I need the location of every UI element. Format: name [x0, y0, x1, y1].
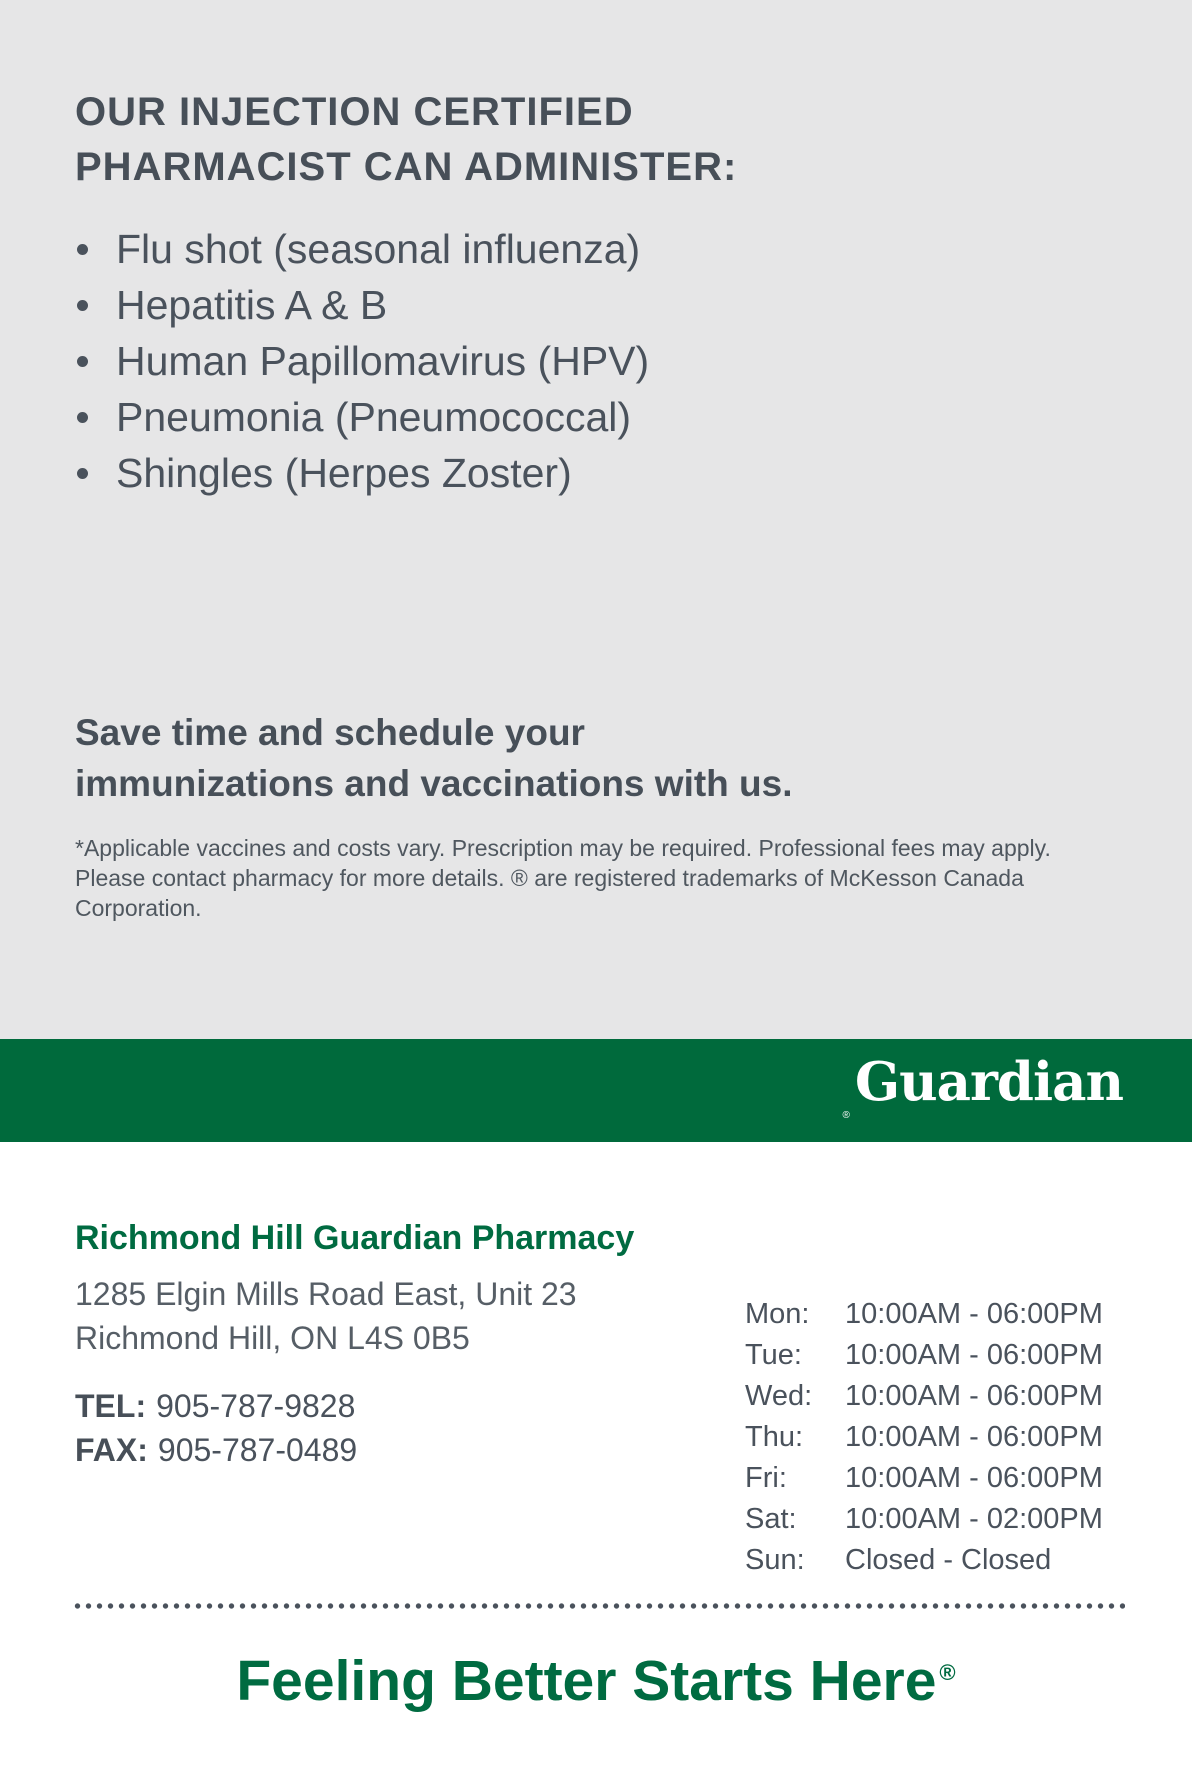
vaccine-name: Flu shot (seasonal influenza) — [116, 226, 641, 272]
hours-row-fri — [745, 1458, 1103, 1499]
guardian-logo — [842, 1051, 1123, 1121]
hours-day: Sat: — [745, 1503, 797, 1535]
dotted-divider — [72, 1602, 1125, 1610]
brand-slogan — [0, 1642, 1192, 1712]
disclaimer-line1: *Applicable vaccines and costs vary. Prescription may be required. Professional fees may apply. — [75, 835, 1051, 861]
hours-day: Thu: — [745, 1421, 804, 1453]
fax-number: 905-787-0489 — [157, 1432, 358, 1468]
bullet-icon — [77, 468, 88, 479]
brand-band — [0, 1039, 1192, 1142]
pharmacy-name: Richmond Hill Guardian Pharmacy — [75, 1219, 635, 1257]
schedule-tagline-line2: immunizations and vaccinations with us. — [75, 763, 793, 804]
vaccine-name: Human Papillomavirus (HPV) — [116, 338, 650, 384]
hours-time: 10:00AM - 06:00PM — [845, 1421, 1103, 1453]
bullet-icon — [77, 356, 88, 367]
address-line1: 1285 Elgin Mills Road East, Unit 23 — [75, 1276, 577, 1312]
list-item — [75, 333, 1122, 389]
hours-row-wed — [745, 1376, 1103, 1417]
disclaimer-line2: Please contact pharmacy for more details. ® are registered trademarks of McKesson Canada Corporation. — [75, 865, 1024, 921]
hours-day: Mon: — [745, 1298, 810, 1330]
services-heading — [75, 85, 1122, 195]
hours-day: Sun: — [745, 1544, 805, 1576]
hours-row-mon — [745, 1294, 1103, 1335]
tel-row — [75, 1384, 695, 1428]
disclaimer-text — [75, 833, 1122, 923]
vaccine-name: Shingles (Herpes Zoster) — [116, 450, 572, 496]
bullet-icon — [77, 244, 88, 255]
hours-time: 10:00AM - 06:00PM — [845, 1380, 1103, 1412]
bullet-icon — [77, 300, 88, 311]
hours-row-thu — [745, 1417, 1103, 1458]
vaccine-name: Pneumonia (Pneumococcal) — [116, 394, 632, 440]
hours-time: Closed - Closed — [845, 1544, 1052, 1576]
list-item — [75, 277, 1122, 333]
hours-time: 10:00AM - 06:00PM — [845, 1298, 1103, 1330]
hours-row-sat — [745, 1499, 1103, 1540]
store-hours — [745, 1294, 1103, 1581]
services-heading-line2: PHARMACIST CAN ADMINISTER: — [75, 145, 738, 189]
brand-slogan-text: Feeling Better Starts Here — [236, 1649, 937, 1713]
hours-day: Tue: — [745, 1339, 802, 1371]
registered-trademark-icon: ® — [939, 1660, 956, 1685]
hours-day: Wed: — [745, 1380, 813, 1412]
vaccine-name: Hepatitis A & B — [116, 282, 388, 328]
list-item — [75, 445, 1122, 501]
vaccine-list — [75, 221, 1122, 501]
hours-time: 10:00AM - 06:00PM — [845, 1339, 1103, 1371]
schedule-tagline-line1: Save time and schedule your — [75, 712, 585, 753]
tel-label: TEL: — [75, 1388, 147, 1424]
list-item — [75, 389, 1122, 445]
hours-time: 10:00AM - 06:00PM — [845, 1462, 1103, 1494]
address-line2: Richmond Hill, ON L4S 0B5 — [75, 1320, 470, 1356]
contact-block — [75, 1218, 695, 1472]
list-item — [75, 221, 1122, 277]
schedule-tagline — [75, 707, 1122, 809]
fax-row — [75, 1428, 695, 1472]
hours-row-tue — [745, 1335, 1103, 1376]
bullet-icon — [77, 412, 88, 423]
services-heading-line1: OUR INJECTION CERTIFIED — [75, 90, 634, 134]
phone-block — [75, 1384, 695, 1472]
tel-number: 905-787-9828 — [156, 1388, 356, 1424]
guardian-logo-wordmark: Guardian — [854, 1051, 1123, 1113]
registered-trademark-icon: ® — [842, 1110, 850, 1121]
pharmacy-address — [75, 1272, 695, 1360]
hours-day: Fri: — [745, 1462, 787, 1494]
hours-row-sun — [745, 1540, 1103, 1581]
store-info-section — [0, 1142, 1192, 1785]
fax-label: FAX: — [75, 1432, 148, 1468]
hours-time: 10:00AM - 02:00PM — [845, 1503, 1103, 1535]
